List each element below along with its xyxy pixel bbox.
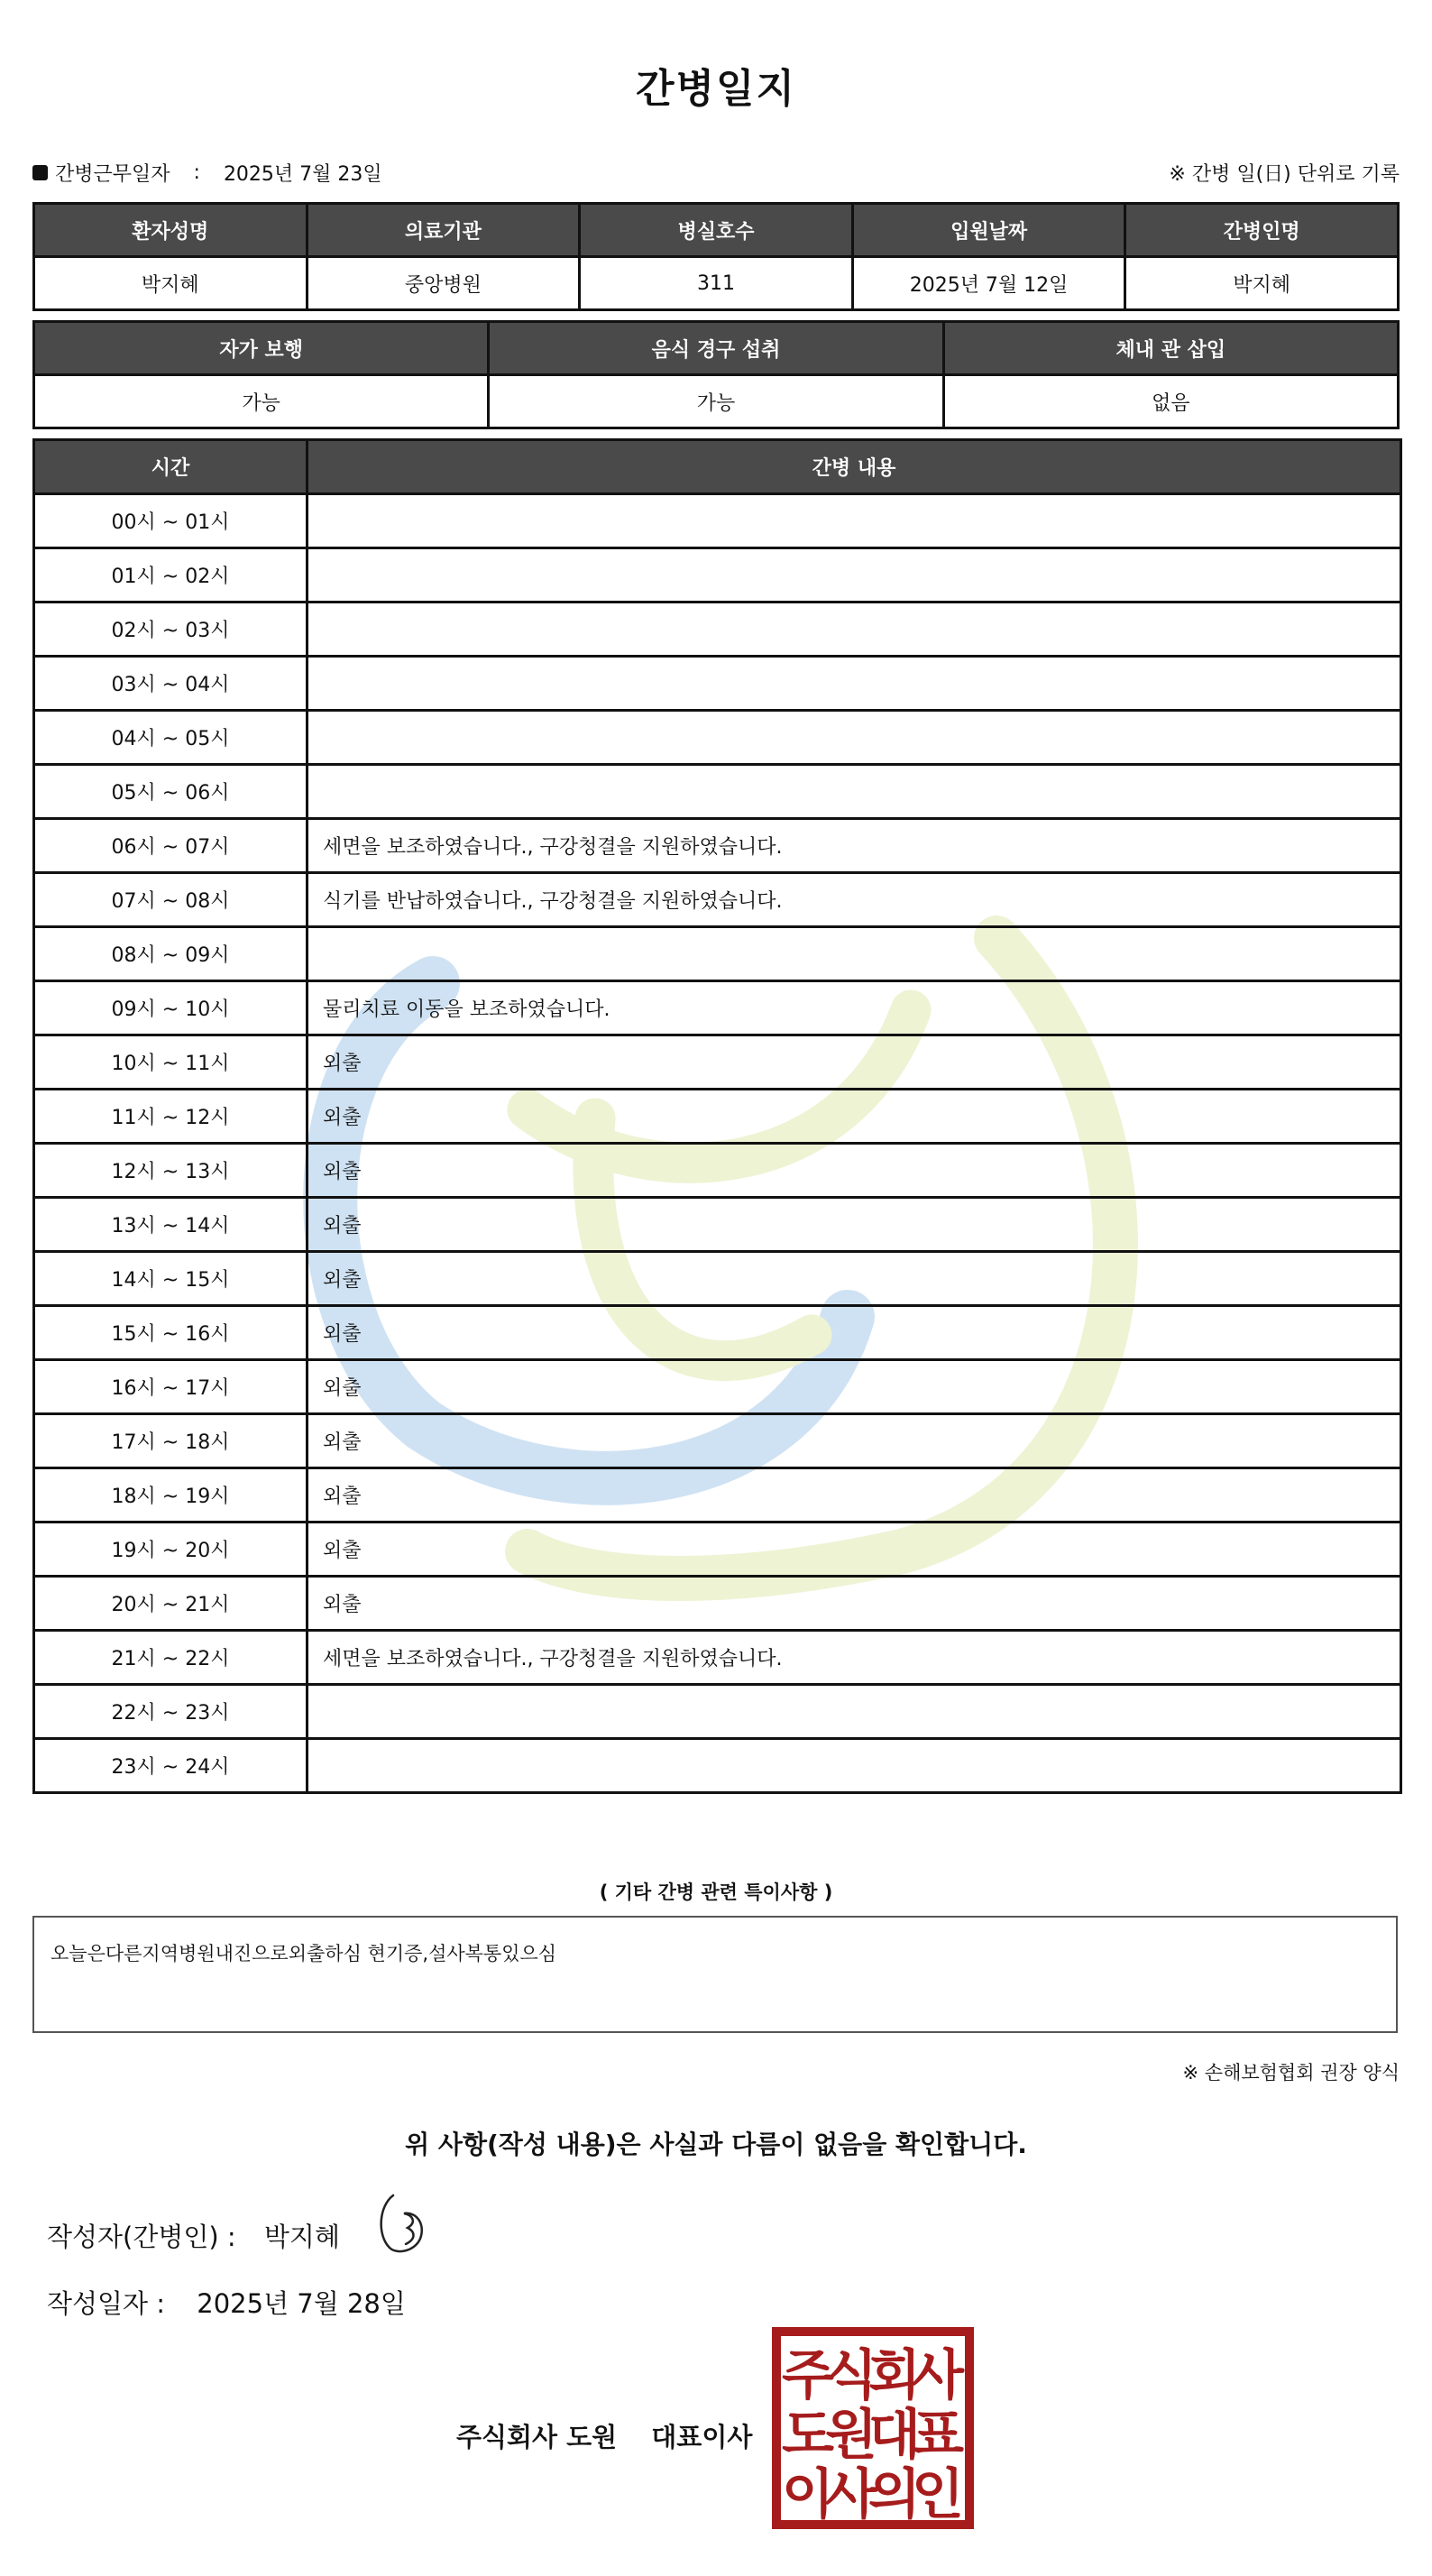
written-date-label: 작성일자 : (47, 2288, 166, 2319)
admission-date: 2025년 7월 12일 (852, 257, 1125, 310)
care-log-content: 외출 (308, 1144, 1401, 1198)
care-log-time: 07시 ~ 08시 (34, 873, 308, 927)
care-log-row (34, 1414, 1401, 1468)
writer-line (47, 2217, 340, 2254)
svg-text:회: 회 (868, 2344, 921, 2407)
care-log-content (308, 927, 1401, 981)
care-log-row (34, 819, 1401, 873)
care-log-content: 외출 (308, 1523, 1401, 1577)
unit-note: ※ 간병 일(日) 단위로 기록 (1169, 163, 1400, 186)
notes-title: ( 기타 간병 관련 특이사항 ) (599, 1881, 833, 1903)
care-log-row (34, 711, 1401, 765)
svg-text:식: 식 (825, 2344, 877, 2407)
header-hospital: 의료기관 (307, 204, 580, 257)
care-log-row (34, 1035, 1401, 1090)
meta-row (32, 159, 1400, 188)
care-log-row (34, 981, 1401, 1035)
care-log-time: 10시 ~ 11시 (34, 1035, 308, 1090)
tube-insertion: 없음 (943, 375, 1398, 428)
patient-status-table (32, 320, 1400, 429)
room-number: 311 (580, 257, 853, 310)
care-log-row (34, 1090, 1401, 1144)
care-log-row (34, 1631, 1401, 1685)
care-log-time: 16시 ~ 17시 (34, 1360, 308, 1414)
svg-text:의: 의 (868, 2463, 921, 2526)
care-log-time: 20시 ~ 21시 (34, 1577, 308, 1631)
company-line (456, 2417, 752, 2454)
care-log-row (34, 603, 1401, 657)
care-log-content: 식기를 반납하였습니다., 구강청결을 지원하였습니다. (308, 873, 1401, 927)
care-log-content: 외출 (308, 1468, 1401, 1523)
header-patient-name: 환자성명 (34, 204, 308, 257)
care-log-content: 외출 (308, 1252, 1401, 1306)
care-log-row (34, 1468, 1401, 1523)
svg-text:사: 사 (912, 2344, 964, 2407)
care-log-time: 09시 ~ 10시 (34, 981, 308, 1035)
care-log-row (34, 1198, 1401, 1252)
header-tube-insertion: 체내 관 삽입 (943, 322, 1398, 375)
company-role: 대표이사 (651, 2422, 753, 2452)
care-log-body (34, 494, 1401, 1793)
writer-label: 작성자(간병인) : (47, 2222, 236, 2252)
care-log-row (34, 1523, 1401, 1577)
patient-name: 박지혜 (34, 257, 308, 310)
header-oral-intake: 음식 경구 섭취 (489, 322, 943, 375)
written-date-line (47, 2284, 406, 2321)
patient-status-value-row (34, 375, 1399, 428)
care-log-content: 외출 (308, 1414, 1401, 1468)
care-log-time: 13시 ~ 14시 (34, 1198, 308, 1252)
svg-text:사: 사 (825, 2463, 877, 2526)
header-admission-date: 입원날짜 (852, 204, 1125, 257)
care-log-row (34, 1577, 1401, 1631)
care-log-content (308, 1739, 1401, 1793)
header-caregiver-name: 간병인명 (1125, 204, 1399, 257)
handwritten-signature (377, 2188, 429, 2260)
written-date-value: 2025년 7월 28일 (197, 2288, 406, 2319)
care-log-content: 외출 (308, 1577, 1401, 1631)
care-log-time: 00시 ~ 01시 (34, 494, 308, 548)
care-log-time: 19시 ~ 20시 (34, 1523, 308, 1577)
svg-text:표: 표 (912, 2404, 964, 2467)
care-log-time: 04시 ~ 05시 (34, 711, 308, 765)
patient-info-header-row (34, 204, 1399, 257)
care-log-row (34, 927, 1401, 981)
care-log-content: 외출 (308, 1360, 1401, 1414)
care-log-row (34, 1306, 1401, 1360)
patient-status-header-row (34, 322, 1399, 375)
care-log-row (34, 1739, 1401, 1793)
care-log-row (34, 657, 1401, 711)
notes-box (32, 1916, 1398, 2033)
care-log-content (308, 548, 1401, 603)
svg-text:인: 인 (912, 2463, 964, 2526)
care-log-row (34, 1685, 1401, 1739)
self-walking: 가능 (34, 375, 489, 428)
care-log-content (308, 711, 1401, 765)
svg-text:대: 대 (868, 2404, 921, 2467)
care-log-time: 01시 ~ 02시 (34, 548, 308, 603)
care-log-content (308, 657, 1401, 711)
care-log-row (34, 765, 1401, 819)
care-log-table (32, 438, 1402, 1794)
care-log-time: 21시 ~ 22시 (34, 1631, 308, 1685)
oral-intake: 가능 (489, 375, 943, 428)
svg-text:이: 이 (782, 2463, 834, 2526)
work-date-value: 2025년 7월 23일 (223, 163, 382, 186)
company-name: 주식회사 도원 (456, 2422, 618, 2452)
work-date-colon: : (193, 161, 200, 184)
care-log-row (34, 1144, 1401, 1198)
confirmation-statement: 위 사항(작성 내용)은 사실과 다름이 없음을 확인합니다. (405, 2130, 1027, 2159)
hospital: 중앙병원 (307, 257, 580, 310)
patient-info-table (32, 202, 1400, 311)
patient-info-value-row (34, 257, 1399, 310)
svg-text:도: 도 (782, 2404, 834, 2467)
care-log-content (308, 494, 1401, 548)
care-log-content: 물리치료 이동을 보조하였습니다. (308, 981, 1401, 1035)
care-log-time: 18시 ~ 19시 (34, 1468, 308, 1523)
page-title: 간병일지 (635, 66, 796, 112)
care-log-time: 02시 ~ 03시 (34, 603, 308, 657)
header-care-content: 간병 내용 (308, 440, 1401, 494)
care-log-header-row (34, 440, 1401, 494)
svg-text:주: 주 (782, 2344, 834, 2407)
notes-text: 오늘은다른지역병원내진으로외출하심 현기증,설사복통있으심 (50, 1943, 557, 1964)
header-room: 병실호수 (580, 204, 853, 257)
work-date (32, 159, 382, 187)
care-log-content: 외출 (308, 1090, 1401, 1144)
care-log-row (34, 1360, 1401, 1414)
care-log-time: 14시 ~ 15시 (34, 1252, 308, 1306)
care-log-content: 외출 (308, 1198, 1401, 1252)
care-log-content (308, 1685, 1401, 1739)
care-log-content: 외출 (308, 1306, 1401, 1360)
header-self-walking: 자가 보행 (34, 322, 489, 375)
care-log-content (308, 765, 1401, 819)
bullet-icon (32, 165, 48, 180)
care-log-row (34, 548, 1401, 603)
header-time: 시간 (34, 440, 308, 494)
care-log-content (308, 603, 1401, 657)
form-footnote: ※ 손해보험협회 권장 양식 (1182, 2062, 1400, 2084)
writer-name: 박지혜 (263, 2222, 340, 2252)
care-log-row (34, 1252, 1401, 1306)
company-seal-stamp (772, 2327, 974, 2529)
care-log-row (34, 494, 1401, 548)
care-log-time: 17시 ~ 18시 (34, 1414, 308, 1468)
care-log-time: 12시 ~ 13시 (34, 1144, 308, 1198)
care-log-time: 05시 ~ 06시 (34, 765, 308, 819)
work-date-label: 간병근무일자 (55, 163, 170, 186)
care-log-time: 15시 ~ 16시 (34, 1306, 308, 1360)
care-log-time: 06시 ~ 07시 (34, 819, 308, 873)
care-log-content: 세면을 보조하였습니다., 구강청결을 지원하였습니다. (308, 1631, 1401, 1685)
care-log-content: 세면을 보조하였습니다., 구강청결을 지원하였습니다. (308, 819, 1401, 873)
care-log-time: 23시 ~ 24시 (34, 1739, 308, 1793)
care-log-content: 외출 (308, 1035, 1401, 1090)
care-log-time: 08시 ~ 09시 (34, 927, 308, 981)
care-log-time: 03시 ~ 04시 (34, 657, 308, 711)
care-log-time: 22시 ~ 23시 (34, 1685, 308, 1739)
svg-text:원: 원 (825, 2404, 877, 2467)
care-log-time: 11시 ~ 12시 (34, 1090, 308, 1144)
caregiver-name: 박지혜 (1125, 257, 1399, 310)
care-log-row (34, 873, 1401, 927)
